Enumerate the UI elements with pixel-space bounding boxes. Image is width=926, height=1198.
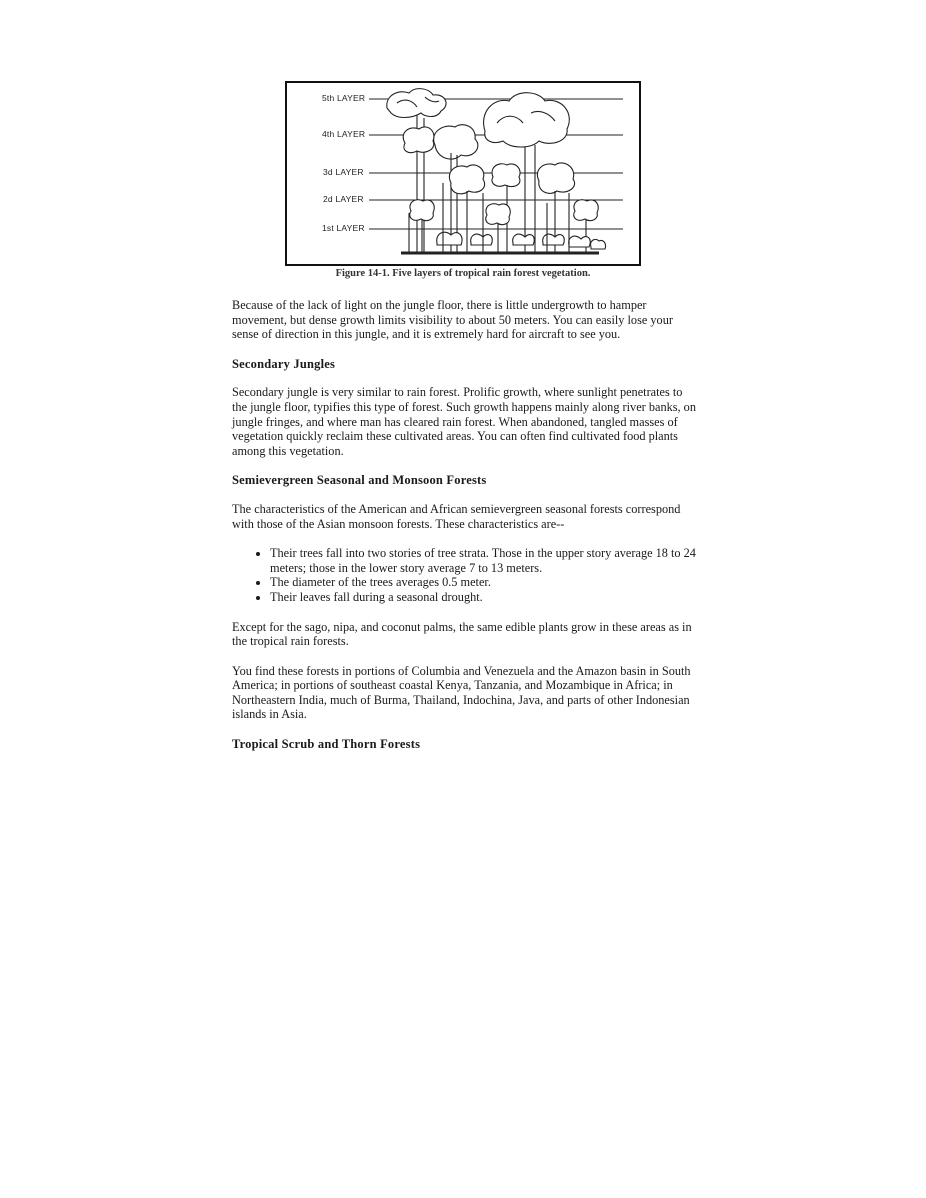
rain-forest-layers-figure (285, 81, 641, 266)
figure-caption: Figure 14-1. Five layers of tropical rain forest vegetation. (335, 268, 591, 279)
document-body (232, 298, 700, 766)
layer-label-3: 3d LAYER (323, 167, 364, 177)
secondary-jungles-heading: Secondary Jungles (232, 356, 336, 371)
layer-label-5: 5th LAYER (322, 93, 366, 103)
list-item: • The diameter of the trees averages 0.5 meter. (270, 575, 700, 590)
locations-paragraph: You find these forests in portions of Columbia and Venezuela and the Amazon basin in South America; in portions of southeast coastal Kenya, Tanzania, and Mozambique in Africa; in Northeastern India, much of Burma, Thailand, Indochina, Java, and parts of other Indonesian islands in Asia. (232, 663, 691, 722)
layer-label-4: 4th LAYER (322, 129, 366, 139)
characteristics-list (232, 546, 700, 604)
layer-label-2: 2d LAYER (323, 194, 364, 204)
semievergreen-heading: Semievergreen Seasonal and Monsoon Forests (232, 473, 487, 488)
secondary-jungles-paragraph: Secondary jungle is very similar to rain forest. Prolific growth, where sunlight penetrates to the jungle floor, typifies this type of forest. Such growth happens mainly along river banks, on jungle fringes, and where man has cleared rain forest. When abandoned, tangled masses of vegetation quickly reclaim these cultivated areas. You can often find cultivated food plants among this vegetation. (232, 385, 696, 458)
list-item: • Their leaves fall during a seasonal drought. (270, 590, 700, 605)
tree-group (387, 89, 606, 253)
semievergreen-paragraph: The characteristics of the American and African semievergreen seasonal forests correspond with those of the Asian monsoon forests. These characteristics are-- (232, 501, 681, 531)
scrub-thorn-heading: Tropical Scrub and Thorn Forests (232, 737, 421, 752)
edible-plants-paragraph: Except for the sago, nipa, and coconut palms, the same edible plants grow in these areas as in the tropical rain forests. (232, 619, 692, 649)
intro-paragraph: Because of the lack of light on the jungle floor, there is little undergrowth to hamper movement, but dense growth limits visibility to about 50 meters. You can easily lose your sense of direction in this jungle, and it is extremely hard for aircraft to see you. (232, 298, 673, 342)
list-item: • Their trees fall into two stories of tree strata. Those in the upper story average 18 to 24 meters; those in the lower story average 7 to 13 meters. (270, 546, 700, 575)
layer-label-1: 1st LAYER (322, 223, 365, 233)
